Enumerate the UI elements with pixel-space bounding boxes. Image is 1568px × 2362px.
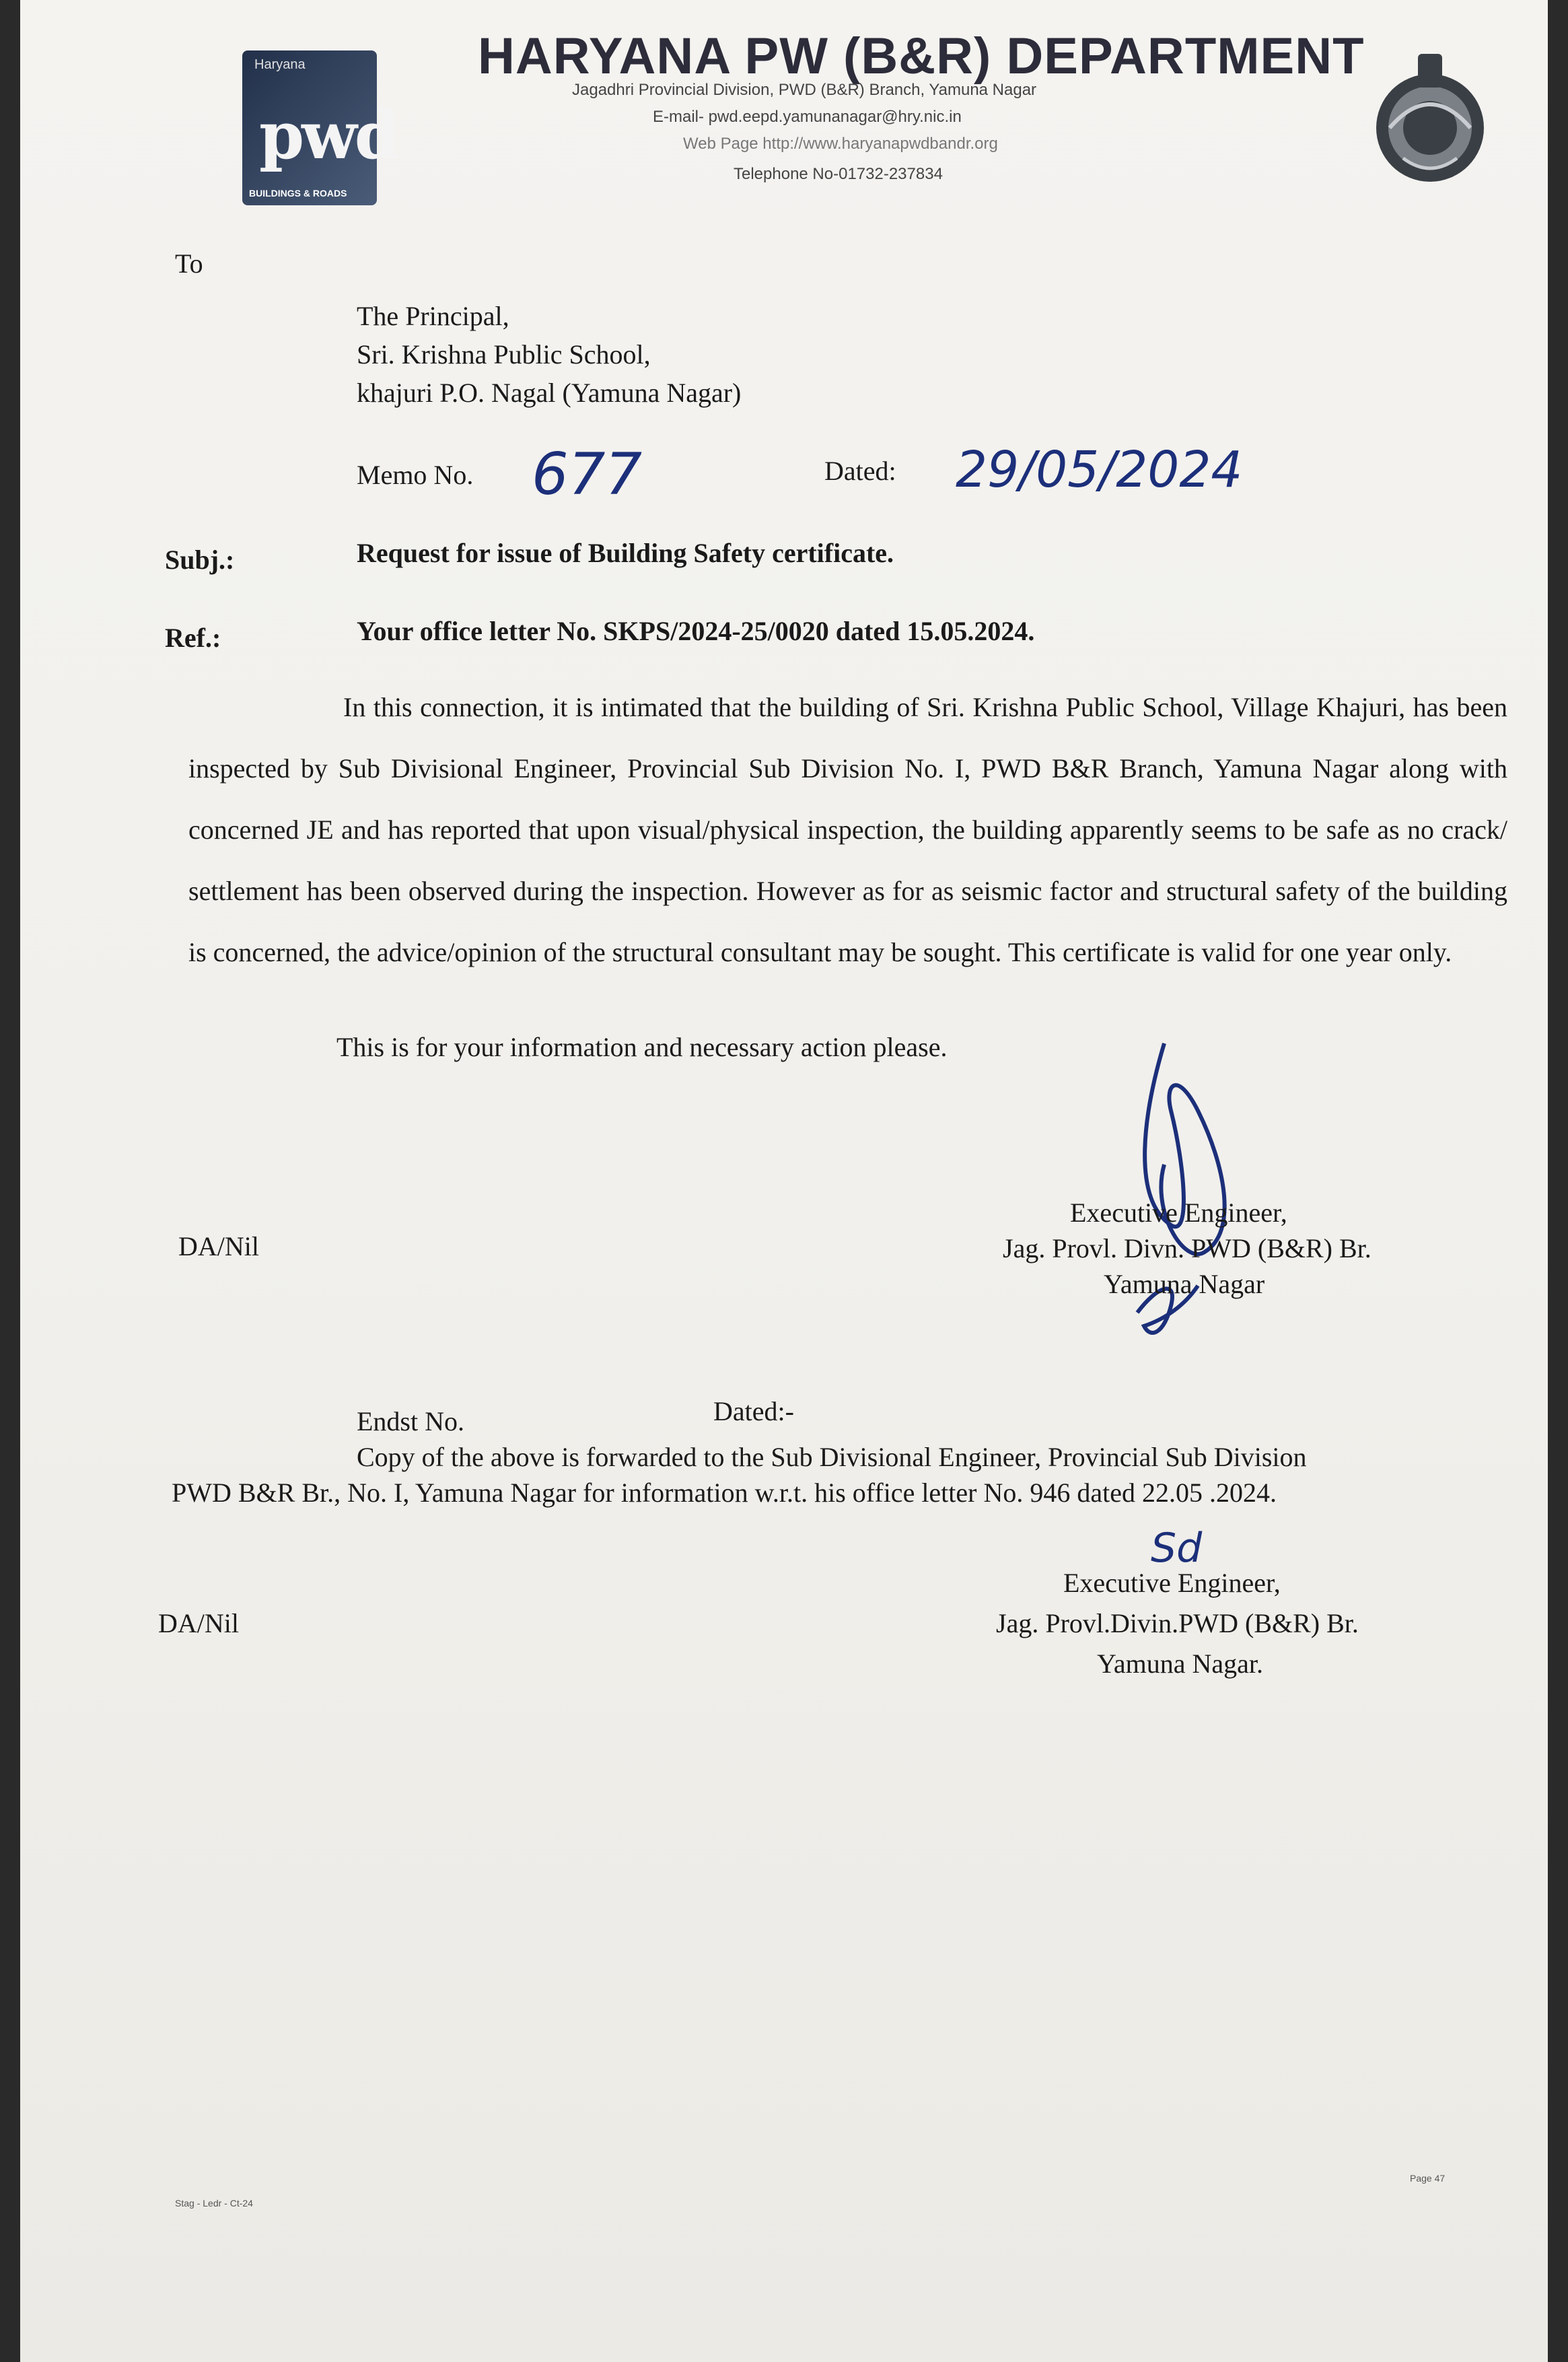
footer-left-note: Stag - Ledr - Ct-24	[175, 2198, 253, 2209]
da-nil-2: DA/Nil	[158, 1608, 239, 1638]
signature-drawing	[1124, 1030, 1279, 1353]
endst-dated-label: Dated:-	[713, 1396, 794, 1426]
signatory-office-1: Jag. Provl. Divn. PWD (B&R) Br.	[1003, 1233, 1371, 1263]
subject-text: Request for issue of Building Safety certificate.	[357, 538, 894, 568]
memo-number-handwritten: 677	[532, 441, 643, 508]
dated-handwritten: 29/05/2024	[956, 441, 1243, 499]
letter-page	[20, 0, 1548, 2362]
endorsement-line-1: Copy of the above is forwarded to the Sub Divisional Engineer, Provincial Sub Division	[357, 1442, 1307, 1472]
department-title: HARYANA PW (B&R) DEPARTMENT	[478, 28, 1365, 85]
to-label: To	[175, 248, 203, 279]
addressee-line-2: Sri. Krishna Public School,	[357, 339, 651, 370]
reference-text: Your office letter No. SKPS/2024-25/0020 dated 15.05.2024.	[357, 616, 1035, 646]
webpage-line: Web Page http://www.haryanapwdbandr.org	[683, 135, 998, 153]
haryana-emblem-icon	[1363, 40, 1497, 188]
endst-label: Endst No.	[357, 1406, 464, 1436]
signatory-title-2: Executive Engineer,	[1063, 1568, 1281, 1598]
pwd-logo: Haryana pwd BUILDINGS & ROADS	[242, 50, 377, 205]
email-line: E-mail- pwd.eepd.yamunanagar@hry.nic.in	[653, 108, 962, 126]
signatory-place-2: Yamuna Nagar.	[1097, 1648, 1264, 1679]
sd-mark: Sd	[1151, 1525, 1203, 1572]
closing-line: This is for your information and necessary action please.	[336, 1032, 948, 1062]
signatory-place-1: Yamuna Nagar	[1104, 1269, 1265, 1299]
endorsement-line-2: PWD B&R Br., No. I, Yamuna Nagar for information w.r.t. his office letter No. 946 dated 22.05 .2024.	[172, 1478, 1277, 1508]
signatory-title-1: Executive Engineer,	[1070, 1197, 1287, 1228]
da-nil-1: DA/Nil	[178, 1231, 259, 1261]
telephone-line: Telephone No-01732-237834	[734, 165, 943, 183]
addressee-line-3: khajuri P.O. Nagal (Yamuna Nagar)	[357, 378, 742, 408]
division-line: Jagadhri Provincial Division, PWD (B&R) Branch, Yamuna Nagar	[572, 81, 1037, 99]
page-number: Page 47	[1410, 2173, 1446, 2184]
dated-label: Dated:	[824, 456, 896, 486]
signatory-office-2: Jag. Provl.Divin.PWD (B&R) Br.	[996, 1608, 1359, 1638]
memo-label: Memo No.	[357, 460, 474, 490]
addressee-line-1: The Principal,	[357, 301, 509, 331]
body-paragraph: In this connection, it is intimated that the building of Sri. Krishna Public School, Village Khajuri, has been inspected by Sub Divisional Engineer, Provincial Sub Division No. I, PWD B&R Branch, Yamuna Nagar along with concerned JE and has reported that upon visual/physical inspection, the building apparently seems to be safe as no crack/ settlement has been observed during the inspection. However as for as seismic factor and structural safety of the building is concerned, the advice/opinion of the structural consultant may be sought. This certificate is valid for one year only.	[188, 692, 1507, 967]
subject-label: Subj.:	[165, 545, 235, 575]
reference-label: Ref.:	[165, 623, 221, 653]
